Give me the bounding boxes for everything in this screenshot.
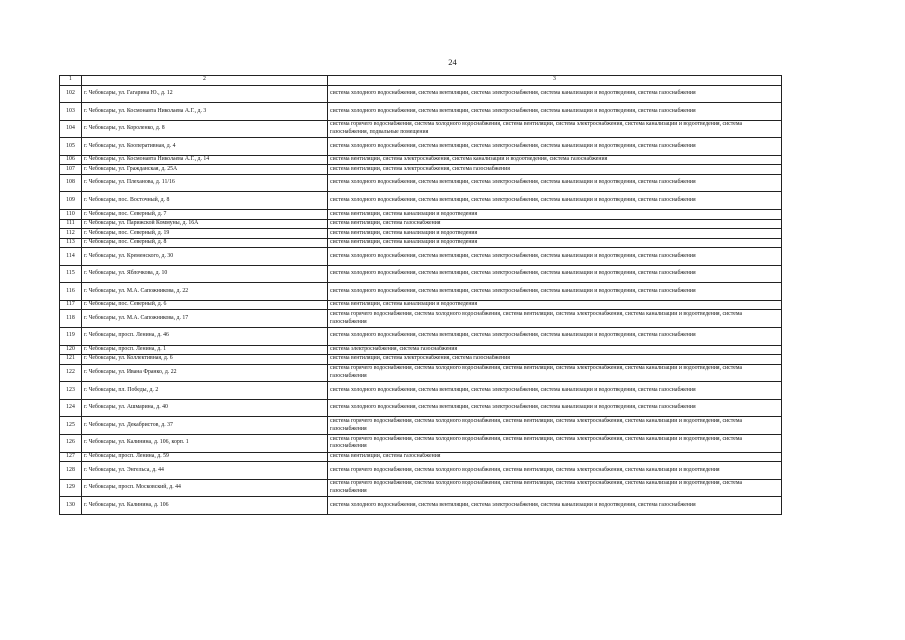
row-number-cell: 111 <box>60 219 82 229</box>
table-row <box>60 452 782 462</box>
address-cell: г. Чебоксары, ул. Ивана Франко, д. 22 <box>82 364 328 382</box>
address-cell: г. Чебоксары, ул. Короленко, д. 8 <box>82 120 328 138</box>
address-cell: г. Чебоксары, пос. Северный, д. 8 <box>82 238 328 248</box>
systems-cell: система горячего водоснабжения, система холодного водоснабжения, система вентиляции, система электроснабжения, система канализации и водоотведения, система газоснабжения <box>328 417 782 435</box>
address-cell: г. Чебоксары, ул. Калинина, д. 106 <box>82 497 328 515</box>
table-row <box>60 355 782 365</box>
systems-cell: система горячего водоснабжения, система холодного водоснабжения, система вентиляции, система электроснабжения, система канализации и водоотведения, система газоснабжения, подвальные помещения <box>328 120 782 138</box>
row-number-cell: 106 <box>60 155 82 165</box>
systems-cell: система холодного водоснабжения, система вентиляции, система электроснабжения, система канализации и водоотведения, система газоснабжения <box>328 103 782 121</box>
row-number-cell: 110 <box>60 210 82 220</box>
address-cell: г. Чебоксары, пл. Победы, д. 2 <box>82 382 328 400</box>
address-cell: г. Чебоксары, ул. Гагарина Ю., д. 12 <box>82 85 328 103</box>
systems-cell: система холодного водоснабжения, система вентиляции, система электроснабжения, система канализации и водоотведения, система газоснабжения <box>328 174 782 192</box>
table-row <box>60 327 782 345</box>
row-number-cell: 120 <box>60 345 82 355</box>
row-number-cell: 128 <box>60 462 82 480</box>
table-row <box>60 138 782 156</box>
table-row <box>60 155 782 165</box>
row-number-cell: 104 <box>60 120 82 138</box>
table-row <box>60 165 782 175</box>
row-number-cell: 113 <box>60 238 82 248</box>
address-cell: г. Чебоксары, пос. Восточный, д. 8 <box>82 192 328 210</box>
table-row <box>60 434 782 452</box>
address-cell: г. Чебоксары, ул. Космонавта Николаева А.Г., д. 3 <box>82 103 328 121</box>
row-number-cell: 103 <box>60 103 82 121</box>
systems-cell: система холодного водоснабжения, система вентиляции, система электроснабжения, система канализации и водоотведения, система газоснабжения <box>328 85 782 103</box>
systems-cell: система холодного водоснабжения, система вентиляции, система электроснабжения, система канализации и водоотведения, система газоснабжения <box>328 138 782 156</box>
systems-cell: система холодного водоснабжения, система вентиляции, система электроснабжения, система канализации и водоотведения, система газоснабжения <box>328 283 782 301</box>
systems-cell: система вентиляции, система электроснабжения, система газоснабжения <box>328 165 782 175</box>
row-number-cell: 112 <box>60 229 82 239</box>
systems-cell: система горячего водоснабжения, система холодного водоснабжения, система вентиляции, система электроснабжения, система канализации и водоотведения, система газоснабжения <box>328 364 782 382</box>
table-body <box>60 85 782 514</box>
page-number: 24 <box>448 57 457 67</box>
table-row <box>60 497 782 515</box>
table-row <box>60 462 782 480</box>
address-cell: г. Чебоксары, ул. Плеханова, д. 11/16 <box>82 174 328 192</box>
row-number-cell: 117 <box>60 300 82 310</box>
systems-cell: система горячего водоснабжения, система холодного водоснабжения, система вентиляции, система электроснабжения, система канализации и водоотведения, система газоснабжения <box>328 479 782 497</box>
column-header-address: 2 <box>82 76 328 86</box>
address-cell: г. Чебоксары, ул. Калинина, д. 106, корп. 1 <box>82 434 328 452</box>
systems-cell: система холодного водоснабжения, система вентиляции, система электроснабжения, система канализации и водоотведения, система газоснабжения <box>328 497 782 515</box>
address-cell: г. Чебоксары, ул. Коллективная, д. 6 <box>82 355 328 365</box>
table-row <box>60 174 782 192</box>
table-row <box>60 382 782 400</box>
systems-cell: система вентиляции, система канализации и водоотведения <box>328 229 782 239</box>
systems-cell: система горячего водоснабжения, система холодного водоснабжения, система вентиляции, система электроснабжения, система канализации и водоотведения, система газоснабжения <box>328 434 782 452</box>
row-number-cell: 108 <box>60 174 82 192</box>
row-number-cell: 114 <box>60 248 82 266</box>
address-cell: г. Чебоксары, просп. Ленина, д. 1 <box>82 345 328 355</box>
table-row <box>60 229 782 239</box>
row-number-cell: 118 <box>60 310 82 328</box>
buildings-systems-table <box>59 75 782 515</box>
systems-cell: система вентиляции, система канализации и водоотведения <box>328 300 782 310</box>
systems-cell: система вентиляции, система газоснабжения <box>328 219 782 229</box>
row-number-cell: 115 <box>60 265 82 283</box>
systems-cell: система вентиляции, система электроснабжения, система газоснабжения <box>328 355 782 365</box>
systems-cell: система электроснабжения, система газоснабжения <box>328 345 782 355</box>
systems-cell: система холодного водоснабжения, система вентиляции, система электроснабжения, система канализации и водоотведения, система газоснабжения <box>328 382 782 400</box>
row-number-cell: 126 <box>60 434 82 452</box>
address-cell: г. Чебоксары, ул. Энгельса, д. 44 <box>82 462 328 480</box>
row-number-cell: 129 <box>60 479 82 497</box>
systems-cell: система холодного водоснабжения, система вентиляции, система электроснабжения, система канализации и водоотведения, система газоснабжения <box>328 399 782 417</box>
row-number-cell: 121 <box>60 355 82 365</box>
address-cell: г. Чебоксары, ул. Космонавта Николаева А.Г., д. 14 <box>82 155 328 165</box>
address-cell: г. Чебоксары, пос. Северный, д. 6 <box>82 300 328 310</box>
systems-cell: система холодного водоснабжения, система вентиляции, система электроснабжения, система канализации и водоотведения, система газоснабжения <box>328 327 782 345</box>
address-cell: г. Чебоксары, ул. М.А. Сапожникова, д. 17 <box>82 310 328 328</box>
systems-cell: система холодного водоснабжения, система вентиляции, система электроснабжения, система канализации и водоотведения, система газоснабжения <box>328 265 782 283</box>
address-cell: г. Чебоксары, ул. Гражданская, д. 25А <box>82 165 328 175</box>
systems-cell: система вентиляции, система электроснабжения, система канализации и водоотведения, система газоснабжения <box>328 155 782 165</box>
address-cell: г. Чебоксары, ул. Кооперативная, д. 4 <box>82 138 328 156</box>
address-cell: г. Чебоксары, ул. Декабристов, д. 37 <box>82 417 328 435</box>
table-row <box>60 219 782 229</box>
row-number-cell: 123 <box>60 382 82 400</box>
table-row <box>60 238 782 248</box>
table-row <box>60 399 782 417</box>
row-number-cell: 127 <box>60 452 82 462</box>
table-row <box>60 248 782 266</box>
table-row <box>60 417 782 435</box>
table-row <box>60 120 782 138</box>
systems-cell: система горячего водоснабжения, система холодного водоснабжения, система вентиляции, система электроснабжения, система канализации и водоотведения, система газоснабжения <box>328 310 782 328</box>
systems-cell: система холодного водоснабжения, система вентиляции, система электроснабжения, система канализации и водоотведения, система газоснабжения <box>328 192 782 210</box>
address-cell: г. Чебоксары, ул. Яблочкова, д. 10 <box>82 265 328 283</box>
address-cell: г. Чебоксары, ул. Парижской Коммуны, д. 16А <box>82 219 328 229</box>
table-row <box>60 85 782 103</box>
row-number-cell: 125 <box>60 417 82 435</box>
table-row <box>60 210 782 220</box>
row-number-cell: 102 <box>60 85 82 103</box>
address-cell: г. Чебоксары, пос. Северный, д. 19 <box>82 229 328 239</box>
column-header-number: 1 <box>60 76 82 86</box>
column-header-systems: 3 <box>328 76 782 86</box>
row-number-cell: 124 <box>60 399 82 417</box>
systems-cell: система холодного водоснабжения, система вентиляции, система электроснабжения, система канализации и водоотведения, система газоснабжения <box>328 248 782 266</box>
table-header-row <box>60 76 782 86</box>
address-cell: г. Чебоксары, ул. Ашмарина, д. 40 <box>82 399 328 417</box>
address-cell: г. Чебоксары, просп. Московский, д. 44 <box>82 479 328 497</box>
table-row <box>60 192 782 210</box>
table-row <box>60 300 782 310</box>
table-row <box>60 283 782 301</box>
systems-cell: система горячего водоснабжения, система холодного водоснабжения, система вентиляции, система электроснабжения, система канализации и водоотведения <box>328 462 782 480</box>
table-row <box>60 479 782 497</box>
table-row <box>60 265 782 283</box>
row-number-cell: 122 <box>60 364 82 382</box>
row-number-cell: 116 <box>60 283 82 301</box>
table-row <box>60 310 782 328</box>
systems-cell: система вентиляции, система газоснабжения <box>328 452 782 462</box>
address-cell: г. Чебоксары, пос. Северный, д. 7 <box>82 210 328 220</box>
table-row <box>60 364 782 382</box>
address-cell: г. Чебоксары, просп. Ленина, д. 59 <box>82 452 328 462</box>
row-number-cell: 109 <box>60 192 82 210</box>
table-row <box>60 345 782 355</box>
address-cell: г. Чебоксары, просп. Ленина, д. 46 <box>82 327 328 345</box>
systems-cell: система вентиляции, система канализации и водоотведения <box>328 238 782 248</box>
row-number-cell: 105 <box>60 138 82 156</box>
row-number-cell: 107 <box>60 165 82 175</box>
table-row <box>60 103 782 121</box>
systems-cell: система вентиляции, система канализации и водоотведения <box>328 210 782 220</box>
address-cell: г. Чебоксары, ул. М.А. Сапожникова, д. 22 <box>82 283 328 301</box>
address-cell: г. Чебоксары, ул. Кременского, д. 30 <box>82 248 328 266</box>
row-number-cell: 130 <box>60 497 82 515</box>
row-number-cell: 119 <box>60 327 82 345</box>
